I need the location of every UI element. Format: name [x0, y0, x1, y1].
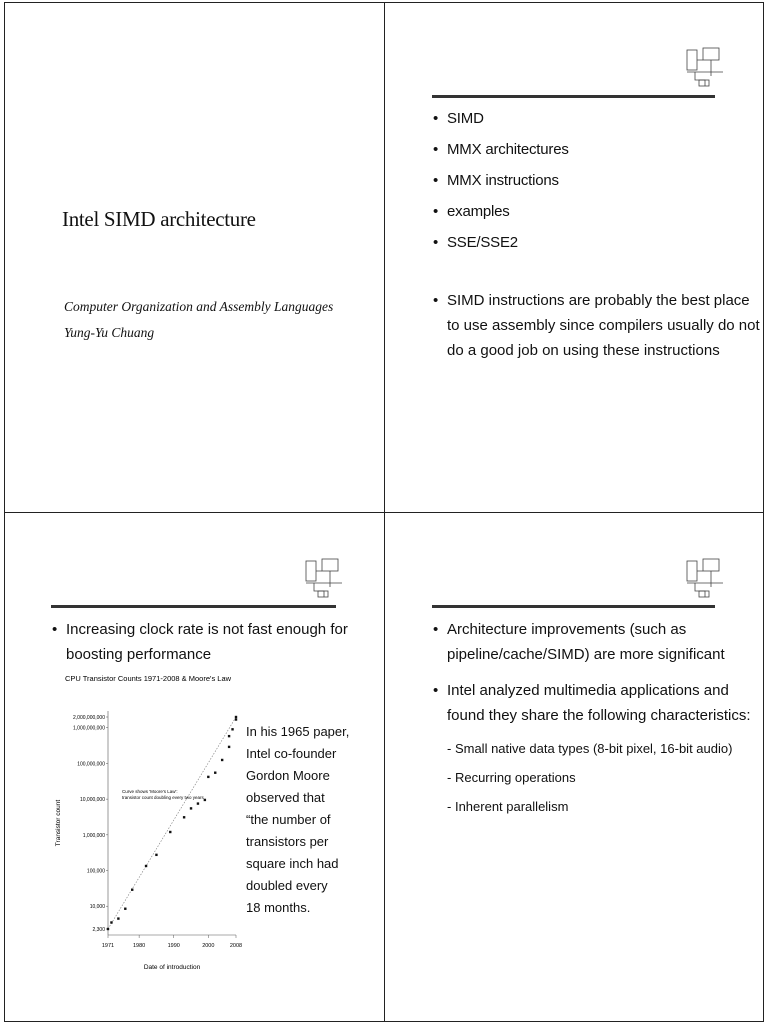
y-tick-label: 1,000,000 — [82, 832, 105, 839]
slide-4 — [385, 513, 765, 1023]
list-item: • MMX instructions — [433, 165, 569, 196]
y-tick-label: 2,000,000,000 — [73, 715, 105, 721]
data-point — [183, 816, 185, 818]
data-point — [190, 807, 192, 809]
y-tick-label: 1,000,000,000 — [73, 725, 105, 732]
bullet-line: Intel analyzed multimedia applications and — [447, 682, 729, 699]
header-rule — [51, 605, 336, 608]
note-line: SIMD instructions are probably the best place — [447, 292, 750, 309]
author-name: Yung-Yu Chuang — [64, 325, 155, 340]
slide-title: Intel SIMD architecture — [62, 207, 256, 231]
list-item: • MMX architectures — [433, 134, 569, 165]
data-point — [117, 917, 119, 919]
data-point — [145, 865, 147, 867]
architecture-bullet: • Architecture improvements (such as pipeline/cache/SIMD) are more significant — [433, 617, 763, 667]
bullet-line: Architecture improvements (such as — [447, 621, 687, 638]
data-point — [204, 799, 206, 801]
quote-line: Gordon Moore — [246, 768, 330, 783]
data-point — [235, 716, 237, 718]
simd-note: • SIMD instructions are probably the best place to use assembly since compilers usually do not do a good job on using these instructions — [433, 288, 763, 363]
x-tick-label: 1971 — [101, 943, 115, 949]
quote-line: square inch had — [246, 856, 339, 871]
moore-quote — [246, 721, 349, 919]
slide-3 — [4, 513, 384, 1023]
note-line: to use assembly since compilers usually do not — [447, 317, 760, 334]
data-point — [207, 776, 209, 778]
moore-law-chart — [50, 673, 246, 985]
data-point — [107, 928, 109, 930]
quote-line: transistors per — [246, 834, 329, 849]
data-point — [214, 772, 216, 774]
quote-line: 18 months. — [246, 900, 311, 915]
moores-law-trend-line — [108, 717, 236, 929]
topic-list — [433, 103, 569, 258]
y-tick-label: 10,000 — [89, 904, 105, 911]
data-point — [235, 718, 237, 720]
header-rule — [432, 605, 715, 608]
bullet-line: Increasing clock rate is not fast enough for — [66, 621, 348, 638]
data-point — [169, 831, 171, 833]
list-item: • SSE/SSE2 — [433, 227, 569, 258]
diagram-logo-icon — [685, 46, 725, 88]
plot-area — [108, 711, 236, 929]
slide-subtitle-block — [64, 294, 333, 346]
quote-line: observed that — [246, 790, 325, 805]
header-rule — [432, 95, 715, 98]
y-tick-label: 2,300 — [92, 927, 105, 933]
list-item: - Inherent parallelism — [447, 792, 732, 821]
data-point — [221, 759, 223, 761]
list-item: • SIMD — [433, 103, 569, 134]
quote-line: doubled every — [246, 878, 328, 893]
data-point — [228, 746, 230, 748]
quote-line: Intel co-founder — [246, 746, 337, 761]
chart-title: CPU Transistor Counts 1971-2008 & Moore's Law — [64, 674, 232, 683]
y-tick-label: 100,000 — [86, 868, 105, 875]
slide-2 — [385, 2, 765, 512]
data-point — [110, 921, 112, 923]
list-item: • examples — [433, 196, 569, 227]
multimedia-bullet: • Intel analyzed multimedia applications and found they share the following characteristics: — [433, 678, 763, 728]
annotation-text: transistor count doubling every two years — [122, 795, 204, 800]
bullet-line: pipeline/cache/SIMD) are more significant — [447, 646, 725, 663]
bullet-line: found they share the following characteristics: — [447, 707, 751, 724]
data-point — [228, 735, 230, 737]
bullet-line: boosting performance — [66, 646, 212, 663]
data-point — [124, 908, 126, 910]
y-axis-label: Transistor count — [55, 799, 62, 847]
y-tick-label: 100,000,000 — [77, 761, 105, 768]
clock-rate-bullet: • Increasing clock rate is not fast enough for boosting performance — [52, 617, 372, 667]
x-tick-label: 2008 — [229, 943, 243, 949]
x-tick-label: 1990 — [167, 943, 180, 949]
x-tick-label: 2000 — [202, 943, 215, 949]
data-point — [155, 854, 157, 856]
list-item: - Small native data types (8-bit pixel, 16-bit audio) — [447, 734, 732, 763]
data-point — [197, 802, 199, 804]
x-tick-label: 1980 — [133, 943, 146, 949]
characteristics-list — [447, 734, 732, 821]
data-point — [231, 728, 233, 730]
slide-1 — [4, 2, 384, 512]
diagram-logo-icon — [304, 557, 344, 599]
course-name: Computer Organization and Assembly Languages — [64, 299, 334, 314]
diagram-logo-icon — [685, 557, 725, 599]
quote-line: In his 1965 paper, — [246, 724, 350, 739]
y-tick-label: 10,000,000 — [79, 797, 105, 804]
x-axis-label: Date of introduction — [143, 964, 201, 971]
annotation-text: Curve shows 'Moore's Law': — [122, 789, 178, 794]
note-line: do a good job on using these instructions — [447, 342, 720, 359]
quote-line: “the number of — [246, 812, 331, 827]
list-item: - Recurring operations — [447, 763, 732, 792]
data-point — [131, 889, 133, 891]
